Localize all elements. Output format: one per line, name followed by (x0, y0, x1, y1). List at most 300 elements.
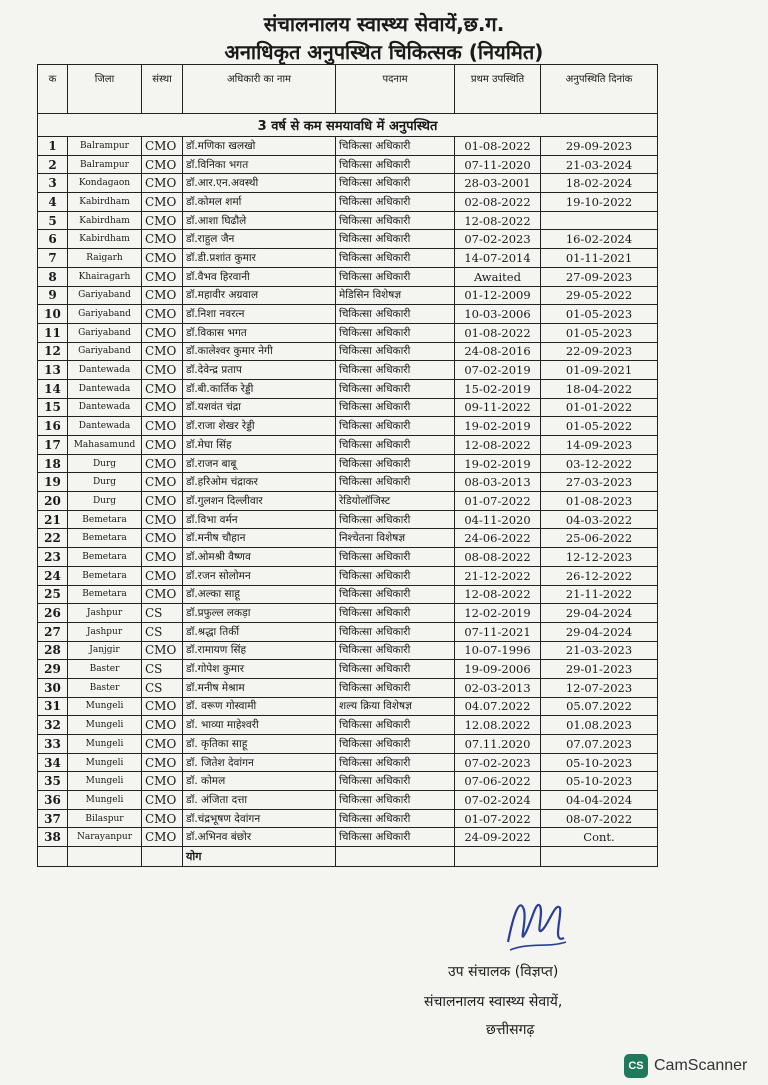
first-joining-cell: 14-07-2014 (455, 249, 541, 268)
designation-cell: चिकित्सा अधिकारी (336, 436, 455, 455)
absence-date-cell: 04-04-2024 (541, 791, 658, 810)
district-cell: Mungeli (68, 697, 142, 716)
serial-cell: 3 (38, 174, 68, 193)
officer-name-cell: डॉ.मणिका खलखो (183, 137, 336, 156)
designation-cell: निश्चेतना विशेषज्ञ (336, 529, 455, 548)
officer-name-cell: डॉ. कृतिका साहू (183, 735, 336, 754)
designation-cell: चिकित्सा अधिकारी (336, 678, 455, 697)
institution-cell: CMO (142, 510, 183, 529)
absence-date-cell: 16-02-2024 (541, 230, 658, 249)
first-joining-cell: 07-02-2019 (455, 361, 541, 380)
officer-name-cell: डॉ.अभिनव बंछोर (183, 828, 336, 847)
district-cell: Kabirdham (68, 193, 142, 212)
district-cell: Dantewada (68, 379, 142, 398)
officer-name-cell: डॉ.विभा वर्मन (183, 510, 336, 529)
institution-cell: CMO (142, 436, 183, 455)
designation-cell: चिकित्सा अधिकारी (336, 622, 455, 641)
first-joining-cell: 10-03-2006 (455, 305, 541, 324)
district-cell: Gariyaband (68, 286, 142, 305)
table-row (38, 323, 658, 342)
col-header-institution: संस्था (142, 65, 183, 114)
designation-cell: चिकित्सा अधिकारी (336, 267, 455, 286)
district-cell: Balrampur (68, 137, 142, 156)
officer-name-cell: डॉ.कोमल शर्मा (183, 193, 336, 212)
absence-date-cell: 04-03-2022 (541, 510, 658, 529)
institution-cell: CMO (142, 473, 183, 492)
first-joining-cell: 07-11-2021 (455, 622, 541, 641)
total-label: योग (183, 847, 336, 867)
absence-date-cell: 25-06-2022 (541, 529, 658, 548)
district-cell: Baster (68, 678, 142, 697)
absence-date-cell: 12-07-2023 (541, 678, 658, 697)
table-row (38, 361, 658, 380)
serial-cell: 5 (38, 211, 68, 230)
absence-date-cell: 18-02-2024 (541, 174, 658, 193)
district-cell: Kabirdham (68, 230, 142, 249)
camscanner-logo-icon: CS (624, 1054, 648, 1078)
designation-cell: चिकित्सा अधिकारी (336, 828, 455, 847)
handwritten-signature (500, 892, 570, 962)
serial-cell: 21 (38, 510, 68, 529)
institution-cell: CMO (142, 548, 183, 567)
first-joining-cell: 24-08-2016 (455, 342, 541, 361)
designation-cell: चिकित्सा अधिकारी (336, 809, 455, 828)
absence-date-cell: 26-12-2022 (541, 566, 658, 585)
col-header-designation: पदनाम (336, 65, 455, 114)
institution-cell: CMO (142, 305, 183, 324)
table-row (38, 548, 658, 567)
officer-name-cell: डॉ.मनीष मेश्राम (183, 678, 336, 697)
serial-cell: 2 (38, 155, 68, 174)
table-row (38, 697, 658, 716)
serial-cell: 35 (38, 772, 68, 791)
serial-cell: 31 (38, 697, 68, 716)
absence-date-cell: 01-05-2023 (541, 323, 658, 342)
table-row (38, 137, 658, 156)
section-title: 3 वर्ष से कम समयावधि में अनुपस्थित (38, 114, 658, 137)
first-joining-cell: 12-08-2022 (455, 211, 541, 230)
district-cell: Bemetara (68, 548, 142, 567)
district-cell: Gariyaband (68, 305, 142, 324)
first-joining-cell: 07-11-2020 (455, 155, 541, 174)
first-joining-cell: 19-02-2019 (455, 454, 541, 473)
table-row (38, 622, 658, 641)
designation-cell: चिकित्सा अधिकारी (336, 473, 455, 492)
designation-cell: चिकित्सा अधिकारी (336, 137, 455, 156)
institution-cell: CMO (142, 585, 183, 604)
officer-name-cell: डॉ.देवेन्द्र प्रताप (183, 361, 336, 380)
first-joining-cell: 01-12-2009 (455, 286, 541, 305)
district-cell: Bemetara (68, 585, 142, 604)
absence-date-cell: 27-09-2023 (541, 267, 658, 286)
institution-cell: CMO (142, 492, 183, 511)
institution-cell: CMO (142, 454, 183, 473)
serial-cell: 13 (38, 361, 68, 380)
officer-name-cell: डॉ.कालेश्वर कुमार नेगी (183, 342, 336, 361)
absence-date-cell: 19-10-2022 (541, 193, 658, 212)
designation-cell: चिकित्सा अधिकारी (336, 753, 455, 772)
table-row (38, 454, 658, 473)
table-row (38, 174, 658, 193)
institution-cell: CMO (142, 772, 183, 791)
total-empty-cell (142, 847, 183, 867)
designation-cell: चिकित्सा अधिकारी (336, 174, 455, 193)
officer-name-cell: डॉ.रजन सोलोमन (183, 566, 336, 585)
officer-name-cell: डॉ.आर.एन.अवस्थी (183, 174, 336, 193)
absence-date-cell: 01-11-2021 (541, 249, 658, 268)
absence-date-cell: 05-10-2023 (541, 753, 658, 772)
document-title: संचालनालय स्वास्थ्य सेवायें,छ.ग. (263, 12, 505, 36)
officer-name-cell: डॉ. अंजिता दत्ता (183, 791, 336, 810)
first-joining-cell: 01-08-2022 (455, 323, 541, 342)
absence-date-cell: 01-09-2021 (541, 361, 658, 380)
serial-cell: 24 (38, 566, 68, 585)
table-row (38, 398, 658, 417)
designation-cell: चिकित्सा अधिकारी (336, 155, 455, 174)
officer-name-cell: डॉ.मेघा सिंह (183, 436, 336, 455)
designation-cell: चिकित्सा अधिकारी (336, 660, 455, 679)
serial-cell: 19 (38, 473, 68, 492)
institution-cell: CMO (142, 398, 183, 417)
serial-cell: 15 (38, 398, 68, 417)
designation-cell: चिकित्सा अधिकारी (336, 417, 455, 436)
absence-date-cell: 21-11-2022 (541, 585, 658, 604)
table-row (38, 510, 658, 529)
table-row (38, 716, 658, 735)
total-empty-cell (541, 847, 658, 867)
serial-cell: 14 (38, 379, 68, 398)
serial-cell: 23 (38, 548, 68, 567)
serial-cell: 16 (38, 417, 68, 436)
officer-name-cell: डॉ.आशा घिढौले (183, 211, 336, 230)
district-cell: Bemetara (68, 510, 142, 529)
serial-cell: 20 (38, 492, 68, 511)
table-row (38, 828, 658, 847)
district-cell: Bilaspur (68, 809, 142, 828)
col-header-absence-date: अनुपस्थिति दिनांक (541, 65, 658, 114)
district-cell: Gariyaband (68, 323, 142, 342)
serial-cell: 11 (38, 323, 68, 342)
table-row (38, 249, 658, 268)
absence-date-cell: 18-04-2022 (541, 379, 658, 398)
district-cell: Jashpur (68, 622, 142, 641)
district-cell: Mungeli (68, 791, 142, 810)
officer-name-cell: डॉ.अल्का साहू (183, 585, 336, 604)
institution-cell: CMO (142, 697, 183, 716)
first-joining-cell: 04.07.2022 (455, 697, 541, 716)
designation-cell: चिकित्सा अधिकारी (336, 398, 455, 417)
district-cell: Narayanpur (68, 828, 142, 847)
absence-date-cell: 22-09-2023 (541, 342, 658, 361)
first-joining-cell: 04-11-2020 (455, 510, 541, 529)
document-subtitle: अनाधिकृत अनुपस्थित चिकित्सक (नियमित) (224, 40, 544, 64)
serial-cell: 30 (38, 678, 68, 697)
absence-date-cell: 21-03-2023 (541, 641, 658, 660)
first-joining-cell: 12.08.2022 (455, 716, 541, 735)
designation-cell: चिकित्सा अधिकारी (336, 548, 455, 567)
first-joining-cell: 01-07-2022 (455, 492, 541, 511)
designation-cell: चिकित्सा अधिकारी (336, 510, 455, 529)
signatory-office: संचालनालय स्वास्थ्य सेवायें, (424, 994, 563, 1010)
col-header-serial: क (38, 65, 68, 114)
designation-cell: चिकित्सा अधिकारी (336, 230, 455, 249)
first-joining-cell: 10-07-1996 (455, 641, 541, 660)
designation-cell: चिकित्सा अधिकारी (336, 211, 455, 230)
designation-cell: चिकित्सा अधिकारी (336, 604, 455, 623)
table-row (38, 566, 658, 585)
institution-cell: CS (142, 660, 183, 679)
institution-cell: CMO (142, 735, 183, 754)
officer-name-cell: डॉ.महावीर अग्रवाल (183, 286, 336, 305)
absence-date-cell: 07.07.2023 (541, 735, 658, 754)
designation-cell: चिकित्सा अधिकारी (336, 379, 455, 398)
absence-date-cell: 14-09-2023 (541, 436, 658, 455)
institution-cell: CMO (142, 828, 183, 847)
total-empty-cell (336, 847, 455, 867)
first-joining-cell: Awaited (455, 267, 541, 286)
col-header-first-joining: प्रथम उपस्थिति (455, 65, 541, 114)
district-cell: Kabirdham (68, 211, 142, 230)
first-joining-cell: 07-06-2022 (455, 772, 541, 791)
total-empty-cell (455, 847, 541, 867)
district-cell: Raigarh (68, 249, 142, 268)
designation-cell: चिकित्सा अधिकारी (336, 772, 455, 791)
absence-date-cell: 01.08.2023 (541, 716, 658, 735)
camscanner-label: CamScanner (654, 1057, 748, 1074)
first-joining-cell: 02-03-2013 (455, 678, 541, 697)
absentee-table (37, 64, 658, 867)
serial-cell: 36 (38, 791, 68, 810)
col-header-officer-name: अधिकारी का नाम (183, 65, 336, 114)
table-row (38, 473, 658, 492)
table-row (38, 735, 658, 754)
institution-cell: CMO (142, 716, 183, 735)
designation-cell: चिकित्सा अधिकारी (336, 735, 455, 754)
table-row (38, 791, 658, 810)
serial-cell: 26 (38, 604, 68, 623)
first-joining-cell: 28-03-2001 (455, 174, 541, 193)
district-cell: Kondagaon (68, 174, 142, 193)
district-cell: Dantewada (68, 398, 142, 417)
designation-cell: चिकित्सा अधिकारी (336, 454, 455, 473)
serial-cell: 18 (38, 454, 68, 473)
absence-date-cell: 21-03-2024 (541, 155, 658, 174)
serial-cell: 8 (38, 267, 68, 286)
institution-cell: CMO (142, 174, 183, 193)
officer-name-cell: डॉ. कोमल (183, 772, 336, 791)
officer-name-cell: डॉ.चंद्रभूषण देवांगन (183, 809, 336, 828)
serial-cell: 6 (38, 230, 68, 249)
officer-name-cell: डॉ. वरूण गोस्वामी (183, 697, 336, 716)
first-joining-cell: 07-02-2023 (455, 230, 541, 249)
designation-cell: चिकित्सा अधिकारी (336, 566, 455, 585)
signatory-state: छत्तीसगढ़ (486, 1022, 535, 1038)
table-row (38, 342, 658, 361)
institution-cell: CMO (142, 809, 183, 828)
district-cell: Bemetara (68, 566, 142, 585)
officer-name-cell: डॉ.हरिओम चंद्राकर (183, 473, 336, 492)
serial-cell: 17 (38, 436, 68, 455)
serial-cell: 25 (38, 585, 68, 604)
absence-date-cell: 27-03-2023 (541, 473, 658, 492)
designation-cell: मेडिसिन विशेषज्ञ (336, 286, 455, 305)
first-joining-cell: 08-03-2013 (455, 473, 541, 492)
district-cell: Durg (68, 492, 142, 511)
serial-cell: 12 (38, 342, 68, 361)
officer-name-cell: डॉ.वैभव हिरवानी (183, 267, 336, 286)
absence-date-cell: 08-07-2022 (541, 809, 658, 828)
institution-cell: CMO (142, 791, 183, 810)
absence-date-cell: 01-05-2022 (541, 417, 658, 436)
serial-cell: 7 (38, 249, 68, 268)
absence-date-cell: 03-12-2022 (541, 454, 658, 473)
officer-name-cell: डॉ.गोपेश कुमार (183, 660, 336, 679)
designation-cell: चिकित्सा अधिकारी (336, 249, 455, 268)
table-row (38, 379, 658, 398)
table-row (38, 305, 658, 324)
institution-cell: CMO (142, 249, 183, 268)
serial-cell: 34 (38, 753, 68, 772)
section-row (38, 114, 658, 137)
total-row (38, 847, 658, 867)
total-empty-cell (38, 847, 68, 867)
absence-date-cell (541, 211, 658, 230)
table-row (38, 492, 658, 511)
table-row (38, 230, 658, 249)
officer-name-cell: डॉ.विकास भगत (183, 323, 336, 342)
first-joining-cell: 01-08-2022 (455, 137, 541, 156)
designation-cell: चिकित्सा अधिकारी (336, 791, 455, 810)
table-row (38, 753, 658, 772)
table-row (38, 286, 658, 305)
table-row (38, 604, 658, 623)
serial-cell: 10 (38, 305, 68, 324)
district-cell: Bemetara (68, 529, 142, 548)
serial-cell: 37 (38, 809, 68, 828)
serial-cell: 29 (38, 660, 68, 679)
officer-name-cell: डॉ.विनिका भगत (183, 155, 336, 174)
first-joining-cell: 09-11-2022 (455, 398, 541, 417)
district-cell: Mahasamund (68, 436, 142, 455)
absence-date-cell: Cont. (541, 828, 658, 847)
serial-cell: 38 (38, 828, 68, 847)
district-cell: Mungeli (68, 772, 142, 791)
serial-cell: 4 (38, 193, 68, 212)
serial-cell: 1 (38, 137, 68, 156)
institution-cell: CS (142, 604, 183, 623)
table-header-row (38, 65, 658, 114)
first-joining-cell: 12-08-2022 (455, 585, 541, 604)
designation-cell: चिकित्सा अधिकारी (336, 641, 455, 660)
institution-cell: CMO (142, 193, 183, 212)
officer-name-cell: डॉ.यशवंत चंद्रा (183, 398, 336, 417)
absence-date-cell: 29-04-2024 (541, 622, 658, 641)
institution-cell: CMO (142, 753, 183, 772)
table-row (38, 417, 658, 436)
table-row (38, 678, 658, 697)
institution-cell: CMO (142, 267, 183, 286)
district-cell: Janjgir (68, 641, 142, 660)
institution-cell: CMO (142, 211, 183, 230)
table-row (38, 809, 658, 828)
absence-date-cell: 05.07.2022 (541, 697, 658, 716)
table-row (38, 267, 658, 286)
serial-cell: 22 (38, 529, 68, 548)
officer-name-cell: डॉ.डी.प्रशांत कुमार (183, 249, 336, 268)
col-header-district: जिला (68, 65, 142, 114)
institution-cell: CMO (142, 323, 183, 342)
officer-name-cell: डॉ.राजन बाबू (183, 454, 336, 473)
first-joining-cell: 24-06-2022 (455, 529, 541, 548)
officer-name-cell: डॉ.बी.कार्तिक रेड्डी (183, 379, 336, 398)
designation-cell: चिकित्सा अधिकारी (336, 193, 455, 212)
officer-name-cell: डॉ.प्रफुल्ल लकड़ा (183, 604, 336, 623)
absence-date-cell: 01-08-2023 (541, 492, 658, 511)
first-joining-cell: 02-08-2022 (455, 193, 541, 212)
absence-date-cell: 29-01-2023 (541, 660, 658, 679)
table-row (38, 211, 658, 230)
first-joining-cell: 19-09-2006 (455, 660, 541, 679)
district-cell: Durg (68, 473, 142, 492)
district-cell: Mungeli (68, 753, 142, 772)
designation-cell: चिकित्सा अधिकारी (336, 305, 455, 324)
officer-name-cell: डॉ.ओमश्री वैष्णव (183, 548, 336, 567)
institution-cell: CMO (142, 361, 183, 380)
first-joining-cell: 01-07-2022 (455, 809, 541, 828)
first-joining-cell: 19-02-2019 (455, 417, 541, 436)
designation-cell: चिकित्सा अधिकारी (336, 342, 455, 361)
officer-name-cell: डॉ.श्रद्धा तिर्की (183, 622, 336, 641)
institution-cell: CMO (142, 342, 183, 361)
designation-cell: रेडियोलॉजिस्ट (336, 492, 455, 511)
district-cell: Dantewada (68, 417, 142, 436)
officer-name-cell: डॉ.रामायण सिंह (183, 641, 336, 660)
total-empty-cell (68, 847, 142, 867)
first-joining-cell: 21-12-2022 (455, 566, 541, 585)
district-cell: Jashpur (68, 604, 142, 623)
district-cell: Gariyaband (68, 342, 142, 361)
officer-name-cell: डॉ.निशा नवरत्न (183, 305, 336, 324)
institution-cell: CMO (142, 566, 183, 585)
absence-date-cell: 29-09-2023 (541, 137, 658, 156)
designation-cell: चिकित्सा अधिकारी (336, 361, 455, 380)
officer-name-cell: डॉ. जितेश देवांगन (183, 753, 336, 772)
serial-cell: 33 (38, 735, 68, 754)
district-cell: Balrampur (68, 155, 142, 174)
institution-cell: CMO (142, 417, 183, 436)
designation-cell: शल्य क्रिया विशेषज्ञ (336, 697, 455, 716)
institution-cell: CMO (142, 155, 183, 174)
serial-cell: 27 (38, 622, 68, 641)
first-joining-cell: 24-09-2022 (455, 828, 541, 847)
institution-cell: CMO (142, 379, 183, 398)
absence-date-cell: 05-10-2023 (541, 772, 658, 791)
table-row (38, 529, 658, 548)
table-row (38, 193, 658, 212)
signatory-designation: उप संचालक (विज्ञप्त) (448, 964, 559, 980)
designation-cell: चिकित्सा अधिकारी (336, 585, 455, 604)
camscanner-watermark (624, 1053, 747, 1079)
absence-date-cell: 29-05-2022 (541, 286, 658, 305)
absence-date-cell: 12-12-2023 (541, 548, 658, 567)
district-cell: Dantewada (68, 361, 142, 380)
table-row (38, 585, 658, 604)
first-joining-cell: 15-02-2019 (455, 379, 541, 398)
serial-cell: 32 (38, 716, 68, 735)
district-cell: Khairagarh (68, 267, 142, 286)
officer-name-cell: डॉ.राहुल जैन (183, 230, 336, 249)
institution-cell: CMO (142, 230, 183, 249)
